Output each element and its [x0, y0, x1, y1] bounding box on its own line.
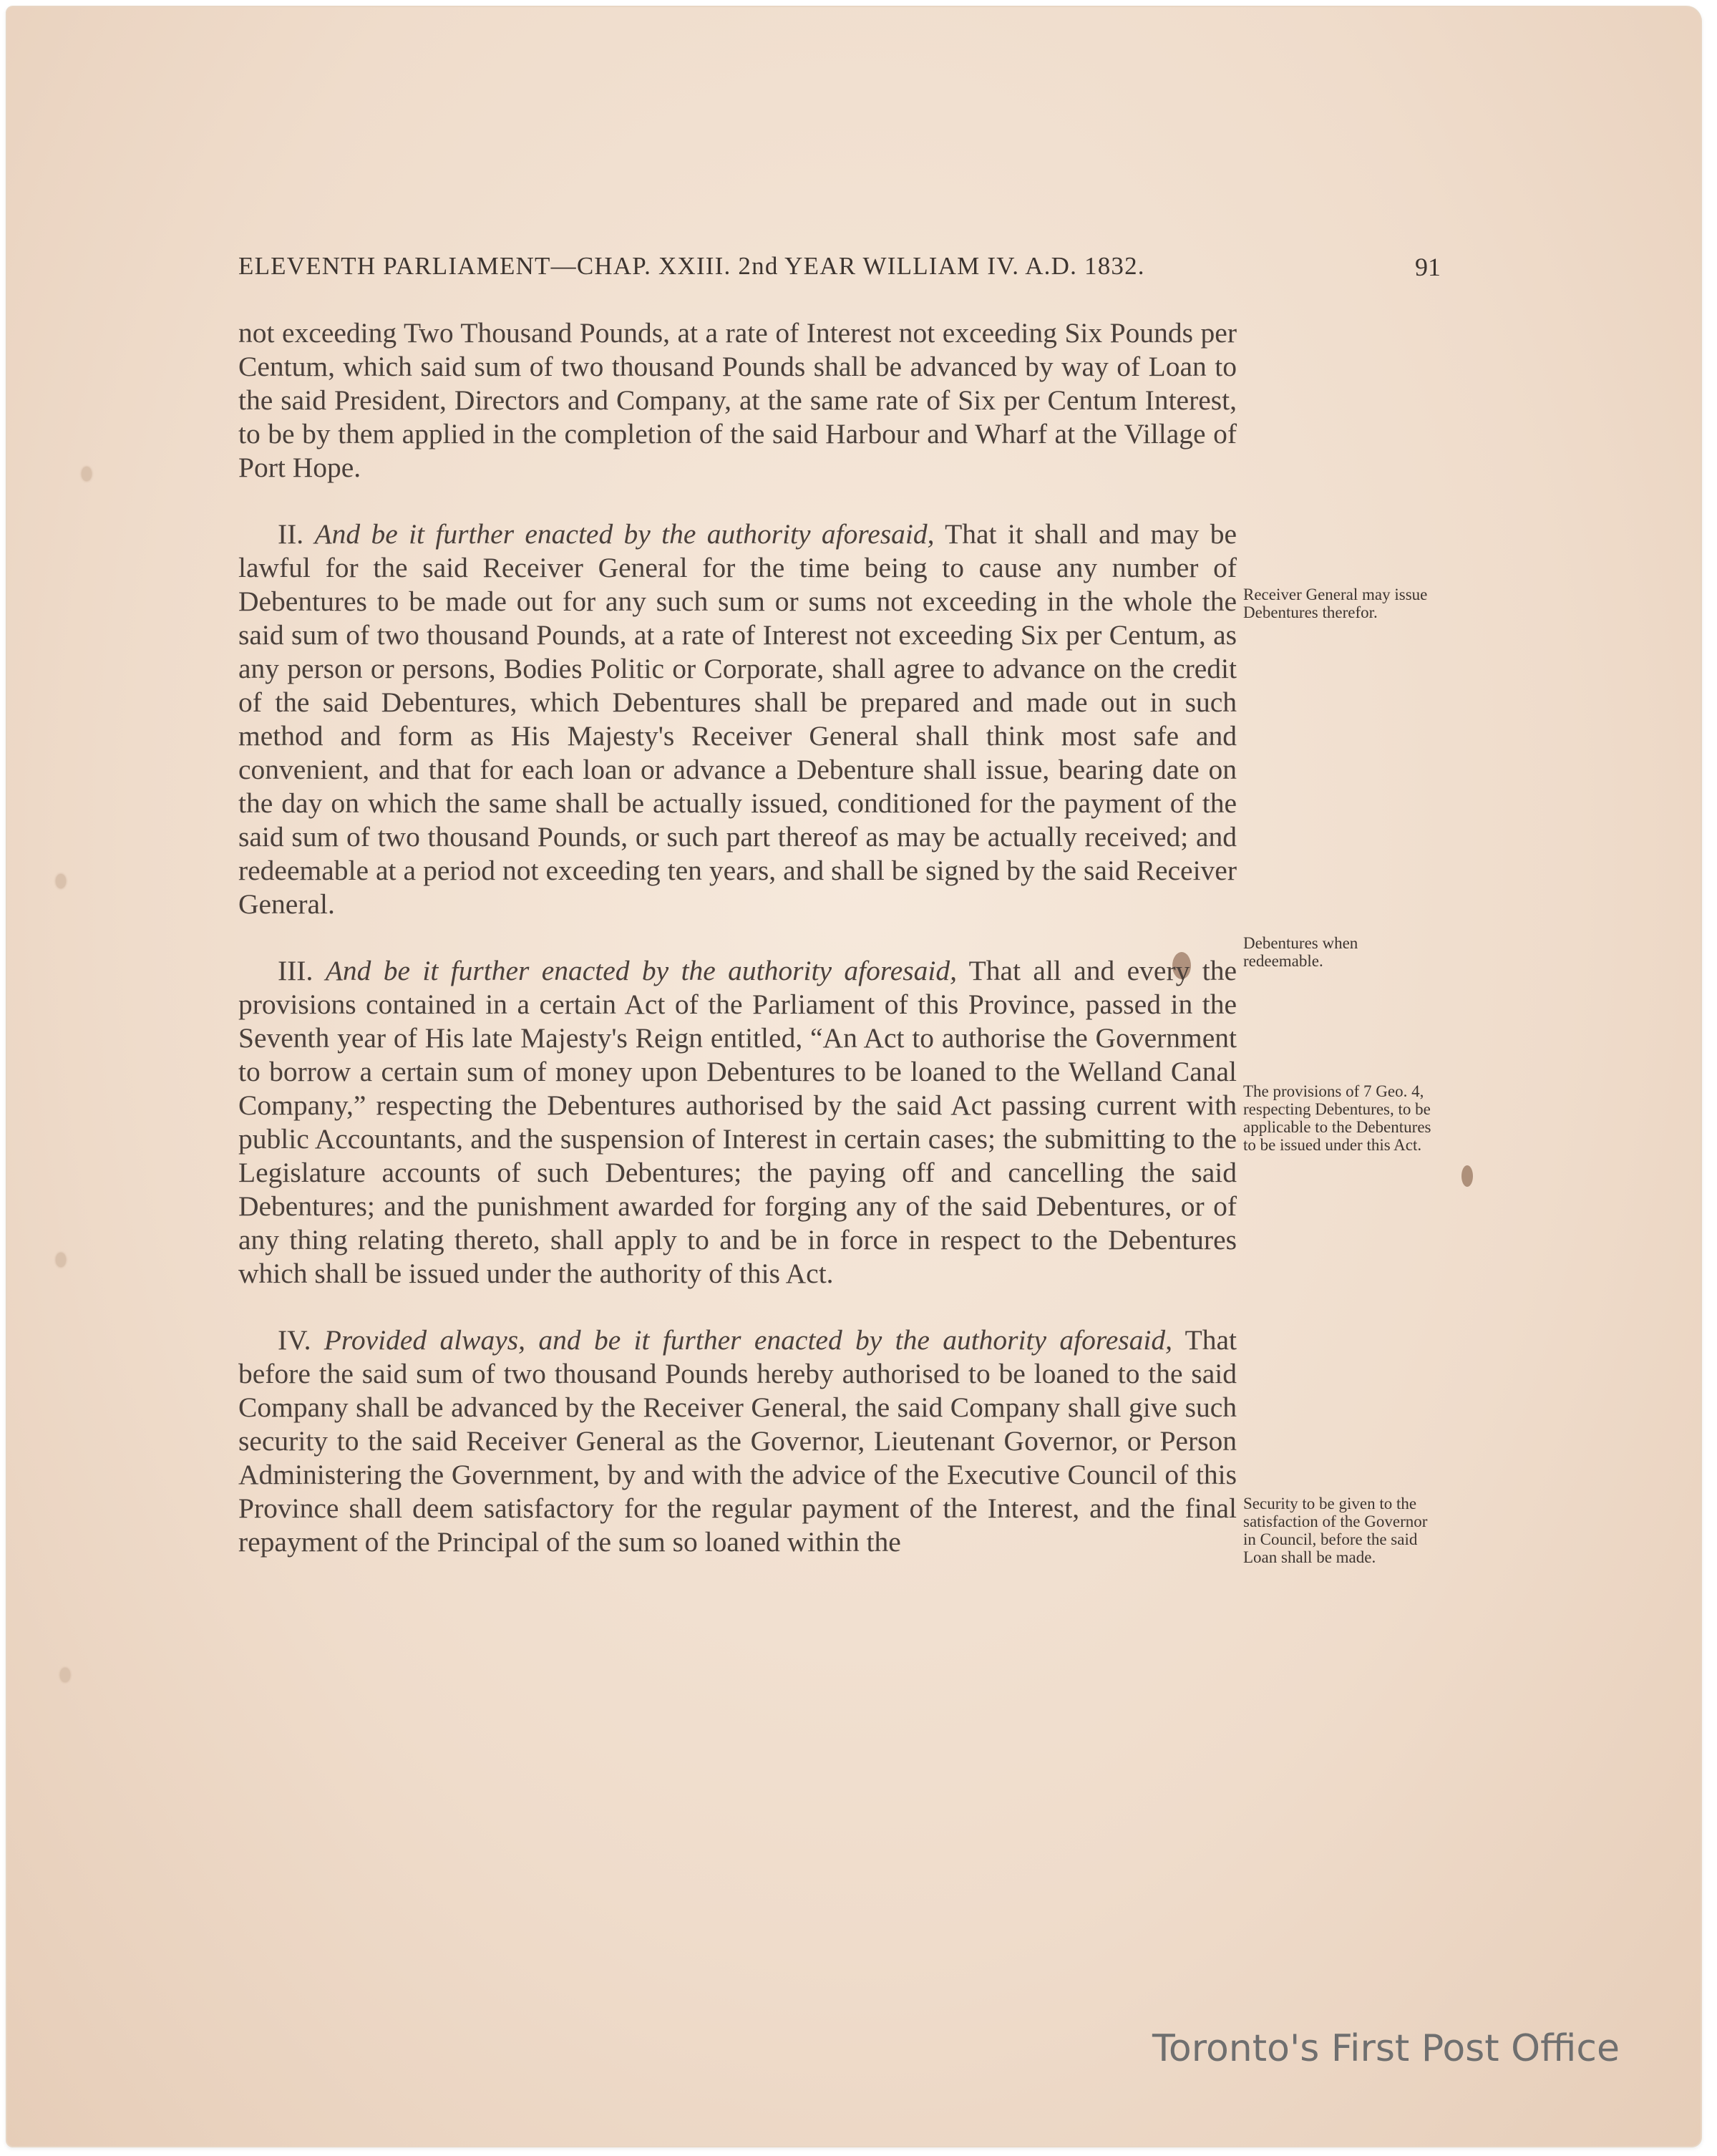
paragraph-text: That before the said sum of two thousand Pounds hereby authorised to be loaned to the said Company shall be advanced by the Receiver General, the said Company shall give such security to the said Receiver General as the Governor, Lieutenant Governor, or Person Administering the Government, by and with the advice of the Executive Council of this Province shall deem satisfactory for the regular payment of the Interest, and the final repayment of the Principal of the sum so loaned within the — [238, 1324, 1237, 1558]
margin-note-debentures-redeemable: Debentures when redeemable. — [1243, 934, 1358, 970]
paragraph-text: That it shall and may be lawful for the said Receiver General for the time being to cause any number of Debentures to be made out for any such sum or sums not exceeding in the whole the said sum of two thousand Pounds, at a rate of Interest not exceeding Six per Centum, as any person or persons, Bodies Politic or Corporate, shall agree to advance on the credit of the said Debentures, which Debentures shall be prepared and made out in such method and form as His Majesty's Receiver General shall think most safe and convenient, and that for each loan or advance a Debenture shall issue, bearing date on the day on which the same shall be actually issued, conditioned for the payment of the said sum of two thousand Pounds, or such part thereof as may be actually received; and redeemable at a period not exceeding ten years, and shall be signed by the said Receiver General. — [238, 518, 1237, 920]
binding-hole — [60, 1668, 70, 1682]
paragraph-text: That all and every the provisions contained in a certain Act of the Parliament of this Province, passed in the Seventh year of His late Majesty's Reign entitled, “An Act to authorise the Government to borrow a certain sum of money upon Debentures to be loaned to the Welland Canal Company,” respecting the Debentures authorised by the said Act passing current with public Accountants, and the suspension of Interest in certain cases; the submitting to the Legislature accounts of such Debentures; the paying off and cancelling the said Debentures; and the punishment awarded for forging any of the said Debentures, or of any thing relating thereto, shall apply to and be in force in respect to the Debentures which shall be issued under the authority of this Act. — [238, 955, 1237, 1289]
section-iii — [238, 954, 1237, 1291]
section-number: IV. — [278, 1324, 324, 1356]
section-iv — [238, 1324, 1237, 1559]
enacting-clause: Provided always, and be it further enacted by the authority aforesaid, — [324, 1324, 1172, 1356]
paragraph-text: not exceeding Two Thousand Pounds, at a rate of Interest not exceeding Six Pounds per Centum, which said sum of two thousand Pounds shall be advanced by way of Loan to the said President, Directors and Company, at the same rate of Six per Centum Interest, to be by them applied in the completion of the said Harbour and Wharf at the Village of Port Hope. — [238, 317, 1237, 483]
binding-hole — [56, 1253, 66, 1267]
binding-hole — [82, 467, 92, 481]
margin-note-security: Security to be given to the satisfaction of the Governor in Council, before the said Loan shall be made. — [1243, 1495, 1428, 1566]
watermark: Toronto's First Post Office — [1152, 2027, 1620, 2070]
page-number: 91 — [1415, 253, 1441, 281]
section-number: III. — [278, 955, 326, 986]
margin-note-receiver-general: Receiver General may issue Debentures therefor. — [1243, 586, 1428, 621]
paragraph-continued — [238, 316, 1237, 485]
enacting-clause: And be it further enacted by the authority aforesaid, — [325, 955, 958, 986]
enacting-clause: And be it further enacted by the authority aforesaid, — [314, 518, 935, 550]
binding-hole — [56, 874, 66, 888]
margin-note-provisions: The provisions of 7 Geo. 4, respecting Debentures, to be applicable to the Debentures to be issued under this Act. — [1243, 1082, 1431, 1154]
body-text — [238, 316, 1237, 1592]
section-ii — [238, 518, 1237, 921]
page-header — [238, 252, 1441, 288]
ink-stain — [1461, 1165, 1473, 1187]
section-number: II. — [278, 518, 315, 550]
running-head: ELEVENTH PARLIAMENT—CHAP. XXIII. 2nd YEAR WILLIAM IV. A.D. 1832. — [238, 252, 1145, 280]
